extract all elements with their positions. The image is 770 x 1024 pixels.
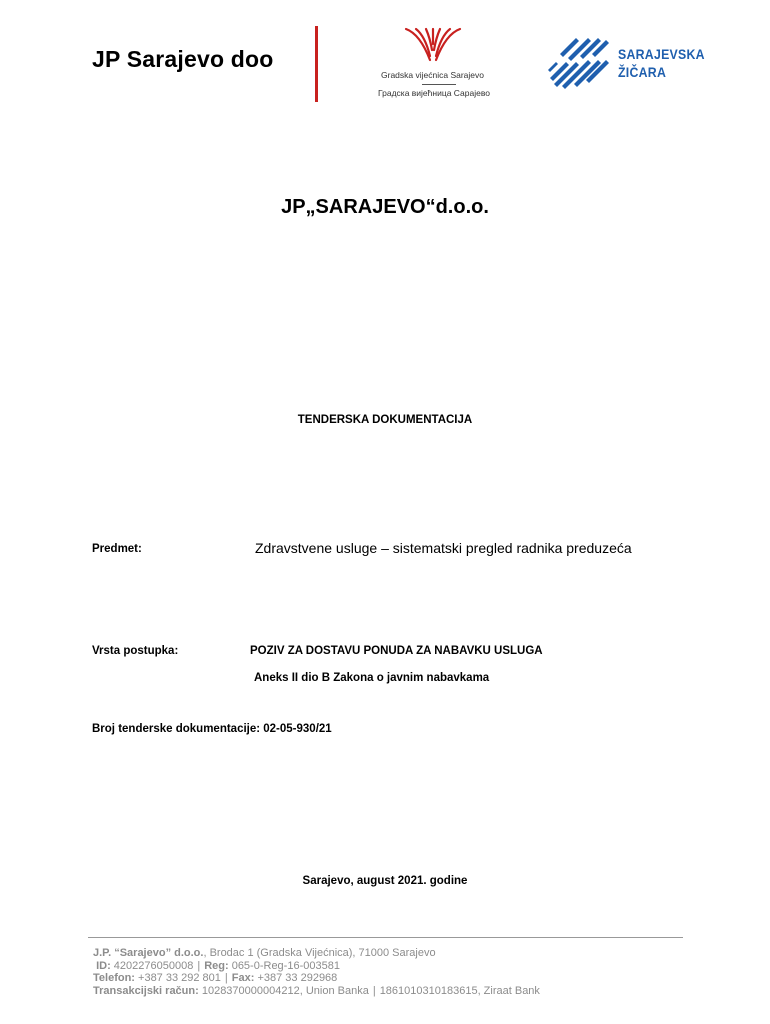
footer-separator: | [224, 972, 228, 984]
subject-label: Predmet: [92, 543, 142, 555]
cable-car-stripes-icon [546, 34, 612, 90]
footer-id-value: 4202276050008 [110, 959, 194, 972]
footer-phone-label: Telefon: [93, 972, 135, 984]
footer-separator: | [197, 959, 201, 972]
document-type-heading: TENDERSKA DOKUMENTACIJA [297, 414, 473, 426]
tender-number: Broj tenderske dokumentacije: 02-05-930/21 [92, 723, 332, 735]
footer-contact-line [93, 972, 540, 985]
footer-account-line [93, 985, 540, 998]
footer-fax-label: Fax: [231, 972, 255, 984]
place-and-date: Sarajevo, august 2021. godine [302, 875, 468, 887]
procedure-value: POZIV ZA DOSTAVU PONUDA ZA NABAVKU USLUGA [250, 645, 543, 657]
footer-divider [88, 937, 683, 938]
procedure-label: Vrsta postupka: [92, 645, 179, 657]
city-hall-mark-icon [402, 26, 464, 66]
city-hall-divider [422, 84, 456, 85]
city-hall-name-latin: Gradska vijećnica Sarajevo [381, 70, 484, 80]
cable-car-logo [546, 34, 706, 90]
cable-car-name-line2: ŽIČARA [618, 64, 667, 80]
footer-reg-value: 065-0-Reg-16-003581 [228, 959, 340, 972]
header-divider [315, 26, 318, 102]
footer-id-label: ID: [96, 959, 111, 972]
footer-address-line [93, 947, 540, 960]
footer-address: , Brodac 1 (Gradska Vijećnica), 71000 Sarajevo [203, 947, 436, 959]
brand-logo-text: JP Sarajevo doo [92, 46, 274, 72]
footer-fax-value: +387 33 292968 [254, 972, 338, 984]
company-title: JP„SARAJEVO“d.o.o. [281, 196, 489, 218]
footer-account-value-2: 1861010310183615, Ziraat Bank [379, 984, 540, 997]
footer [93, 947, 540, 997]
footer-phone-value: +387 33 292 801 [134, 972, 221, 984]
footer-separator: | [372, 984, 376, 997]
footer-registration-line [93, 960, 540, 973]
cable-car-name-line1: SARAJEVSKA [618, 46, 705, 62]
subject-value: Zdravstvene usluge – sistematski pregled radnika preduzeća [255, 540, 632, 556]
footer-account-value-1: 1028370000004212, Union Banka [198, 984, 369, 997]
procedure-annex: Aneks II dio B Zakona o javnim nabavkama [254, 672, 490, 684]
city-hall-logo [378, 26, 493, 104]
city-hall-name-cyrillic: Градска вијећница Сарајево [378, 88, 490, 98]
footer-reg-label: Reg: [204, 959, 229, 972]
footer-company-name: J.P. “Sarajevo” d.o.o. [93, 947, 204, 959]
footer-account-label: Transakcijski račun: [93, 984, 199, 997]
